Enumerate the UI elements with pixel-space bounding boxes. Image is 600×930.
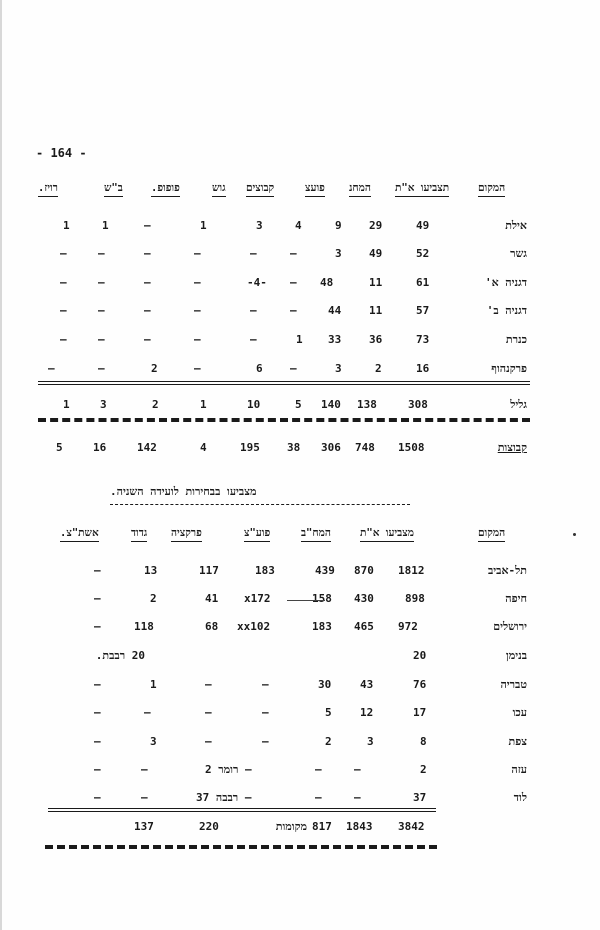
cell: — [60, 333, 67, 346]
cell: — [144, 219, 151, 232]
cell: — [315, 791, 322, 804]
cell: 52 [416, 247, 430, 260]
cell: — [250, 304, 257, 317]
cell: — [98, 304, 105, 317]
section-title-underline [110, 504, 410, 505]
cell: — [290, 276, 297, 289]
page-number: - 164 - [36, 146, 87, 160]
cell: 3 [256, 219, 263, 232]
t2-header-camp: המח"ב [301, 527, 331, 542]
cell: 898 [405, 592, 425, 605]
row-label: דגניה א' [484, 276, 527, 289]
cell: — [98, 362, 105, 375]
cell: — [94, 706, 101, 719]
cell: 2 [420, 763, 427, 776]
cell: 49 [416, 219, 430, 232]
row-label: דגניה ב' [486, 304, 527, 317]
t2-header-gdud: גדוד [131, 527, 147, 542]
cell: — [262, 706, 269, 719]
cell: 36 [369, 333, 383, 346]
cell: 1 [200, 219, 207, 232]
t2-header-place: המקום [478, 527, 505, 542]
cell: -4- [247, 276, 267, 289]
t1-header-place: המקום [478, 182, 505, 197]
cell: 3 [150, 735, 157, 748]
cell: 76 [413, 678, 427, 691]
cell: 5 [325, 706, 332, 719]
cell: 20 [413, 649, 427, 662]
cell: 308 [408, 398, 428, 411]
cell: — [94, 678, 101, 691]
cell: — [194, 362, 201, 375]
total-cell: 817 [312, 820, 332, 833]
t2-header-voters: מצביעו א"ת [360, 527, 414, 542]
cell: — [205, 678, 212, 691]
cell: 16 [93, 441, 107, 454]
cell: — [144, 247, 151, 260]
cell: x172 [244, 592, 271, 605]
cell: 430 [354, 592, 374, 605]
cell: — [94, 592, 101, 605]
row-label: גליל [510, 398, 527, 411]
cell: — [262, 735, 269, 748]
cell: 8 [420, 735, 427, 748]
t1-header-roiz: רויז. [38, 182, 58, 197]
cell: — [194, 276, 201, 289]
row-label: בנימן [505, 649, 527, 662]
cell: 138 [357, 398, 377, 411]
page-edge [0, 0, 2, 930]
cell: 33 [328, 333, 342, 346]
cell: 3 [335, 362, 342, 375]
cell: 1 [63, 398, 70, 411]
cell: 12 [360, 706, 374, 719]
cell: 57 [416, 304, 430, 317]
cell: — [194, 304, 201, 317]
row-label: תל-אביב [487, 564, 527, 577]
cell: — [144, 304, 151, 317]
cell: 5 [295, 398, 302, 411]
t1-header-gush: גוש [212, 182, 226, 197]
cell: 748 [355, 441, 375, 454]
cell: — [205, 706, 212, 719]
total-cell: 1843 [346, 820, 373, 833]
row-label: טבריה [500, 678, 527, 691]
cell: — [354, 791, 361, 804]
table1-rule-2 [38, 384, 530, 385]
cell: — [98, 247, 105, 260]
row-label: כנרת [505, 333, 527, 346]
t2-header-ashatz: אשת"צ. [60, 527, 99, 542]
cell: 30 [318, 678, 332, 691]
cell: — [48, 362, 55, 375]
t1-header-poalei: פועצ [305, 182, 325, 197]
cell: 11 [369, 276, 383, 289]
row-label: ירושלים [493, 620, 527, 633]
cell: 3 [335, 247, 342, 260]
t1-header-voters: תצביעו א"ת [395, 182, 449, 197]
cell: 306 [321, 441, 341, 454]
cell: 140 [321, 398, 341, 411]
cell: xx102 [237, 620, 271, 633]
cell: 61 [416, 276, 430, 289]
row-label: עכו [512, 706, 527, 719]
row-label: אילת [505, 219, 527, 232]
table1-rule [38, 381, 530, 382]
cell: — [94, 564, 101, 577]
row-note: 20 רבבת. [95, 649, 145, 662]
cell: 2 [151, 362, 158, 375]
cell: — [60, 304, 67, 317]
cell: — [60, 276, 67, 289]
cell: — [290, 362, 297, 375]
cell: — [194, 247, 201, 260]
cell: 44 [328, 304, 342, 317]
t2-header-poalei: פוע"צ [244, 527, 270, 542]
cell: — [144, 333, 151, 346]
cell: 2 [150, 592, 157, 605]
cell: 2 רומר — [205, 763, 252, 776]
cell: 49 [369, 247, 383, 260]
cell: — [290, 304, 297, 317]
table2-rule-2 [48, 811, 436, 812]
cell: 2 [325, 735, 332, 748]
row-label: לוד [513, 791, 527, 804]
cell: 11 [369, 304, 383, 317]
cell: 439 [315, 564, 335, 577]
total-cell: 3842 [398, 820, 425, 833]
cell: 2 [152, 398, 159, 411]
cell: — [94, 791, 101, 804]
row-label: חיפה [505, 592, 527, 605]
cell: 183 [312, 620, 332, 633]
cell: 16 [416, 362, 430, 375]
cell: 6 [256, 362, 263, 375]
total-cell: 220 [199, 820, 219, 833]
cell: 117 [199, 564, 219, 577]
row-label: צפת [508, 735, 527, 748]
cell: 1 [200, 398, 207, 411]
cell: 465 [354, 620, 374, 633]
total-cell: מקומות [275, 820, 307, 833]
t1-header-camp: המחנ [349, 182, 371, 197]
cell: 10 [247, 398, 261, 411]
cell: 2 [375, 362, 382, 375]
cell: 3 [367, 735, 374, 748]
cell: 38 [287, 441, 301, 454]
t1-header-kvutzim: קבוצים [246, 182, 274, 197]
cell: — [205, 735, 212, 748]
cell: 142 [137, 441, 157, 454]
strike-mark [287, 600, 325, 601]
cell: — [262, 678, 269, 691]
bottom-dashed-separator [45, 845, 437, 849]
cell: 29 [369, 219, 383, 232]
row-label: פרקנהוף [491, 362, 527, 375]
cell: 48 [320, 276, 334, 289]
cell: — [141, 763, 148, 776]
dashed-separator [38, 418, 530, 422]
stray-mark [573, 533, 576, 536]
row-label: גשר [510, 247, 527, 260]
cell: — [144, 276, 151, 289]
row-label: עזה [511, 763, 527, 776]
cell: — [98, 333, 105, 346]
cell: 1 [63, 219, 70, 232]
cell: 1 [102, 219, 109, 232]
cell: — [141, 791, 148, 804]
cell: 73 [416, 333, 430, 346]
cell: — [98, 276, 105, 289]
cell: — [250, 247, 257, 260]
cell: 4 [295, 219, 302, 232]
cell: 1 [150, 678, 157, 691]
cell: — [250, 333, 257, 346]
cell: — [290, 247, 297, 260]
cell: 183 [255, 564, 275, 577]
cell: — [60, 247, 67, 260]
table2-rule [48, 808, 436, 809]
t2-header-fraction: פרקציה [171, 527, 202, 542]
cell: — [315, 763, 322, 776]
row-label: קבוצות [497, 441, 527, 454]
t1-header-bs: ב"ש [104, 182, 123, 197]
section-title: מצביעו בבחירות לועידה השניה. [110, 485, 257, 498]
cell: — [194, 333, 201, 346]
cell: 972 [398, 620, 418, 633]
cell: 41 [205, 592, 219, 605]
cell: 870 [354, 564, 374, 577]
cell: 68 [205, 620, 219, 633]
cell: 1812 [398, 564, 425, 577]
t1-header-popop: פופופ. [151, 182, 180, 197]
cell: 37 [413, 791, 427, 804]
cell: 17 [413, 706, 427, 719]
cell: — [94, 763, 101, 776]
cell: 3 [100, 398, 107, 411]
cell: 9 [335, 219, 342, 232]
cell: 118 [134, 620, 154, 633]
cell: 13 [144, 564, 158, 577]
cell: — [144, 706, 151, 719]
cell: — [94, 735, 101, 748]
cell: 4 [200, 441, 207, 454]
total-cell: 137 [134, 820, 154, 833]
cell: 158 [312, 592, 332, 605]
cell: 1508 [398, 441, 425, 454]
cell: 5 [56, 441, 63, 454]
cell: 43 [360, 678, 374, 691]
cell: 1 [296, 333, 303, 346]
cell: — [94, 620, 101, 633]
cell: — [354, 763, 361, 776]
cell: 37 רבבה — [196, 791, 252, 804]
cell: 195 [240, 441, 260, 454]
